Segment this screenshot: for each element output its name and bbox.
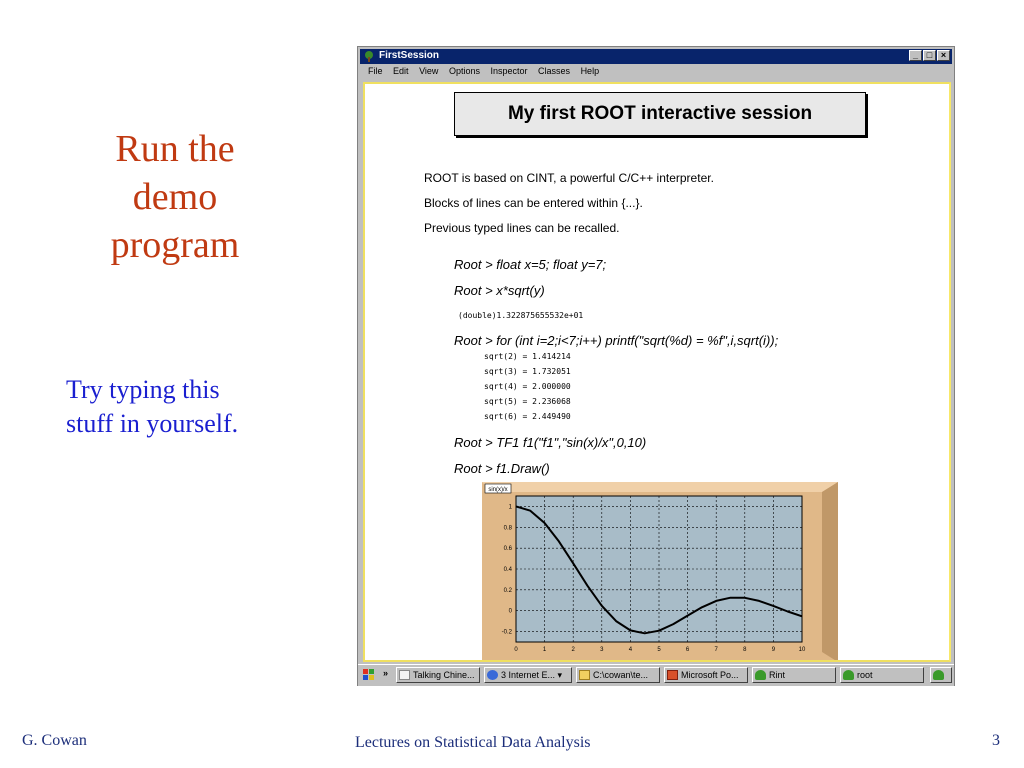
windows-logo-icon[interactable] (362, 668, 376, 682)
x-tick-label: 9 (771, 647, 776, 653)
taskbar-item-folder[interactable] (576, 667, 660, 683)
slide-title-line: demo (132, 176, 218, 218)
taskbar-item-label: Talking Chine... (413, 670, 475, 680)
y-tick-label: 0 (508, 608, 512, 615)
taskbar-item-label: C:\cowan\te... (593, 670, 649, 680)
taskbar-item-label: Microsoft Po... (681, 670, 739, 680)
y-tick-label: 1 (508, 504, 512, 511)
taskbar-item-rint[interactable] (752, 667, 836, 683)
root-tree-icon (755, 670, 766, 680)
maximize-button[interactable]: □ (923, 50, 936, 61)
command-line: Root > x*sqrt(y) (454, 283, 545, 298)
command-output: (double)1.322875655532e+01 (458, 311, 584, 320)
taskbar-item-root[interactable] (840, 667, 924, 683)
slide-title-line: program (110, 224, 240, 266)
plot-title: sin(x)/x (488, 487, 508, 493)
root-canvas[interactable] (363, 82, 951, 662)
x-tick-label: 7 (714, 647, 718, 653)
y-tick-label: 0.6 (503, 546, 512, 553)
plot-frame-bevel (822, 482, 838, 662)
menu-options[interactable]: Options (448, 66, 480, 76)
window-title: FirstSession (379, 50, 440, 61)
subtext-line: stuff in yourself. (66, 409, 239, 438)
command-output: sqrt(5) = 2.236068 (484, 397, 571, 406)
plot-frame-bevel (482, 482, 838, 492)
command-output: sqrt(3) = 1.732051 (484, 367, 571, 376)
quicklaunch-chevron-icon[interactable]: » (383, 668, 389, 678)
root-window (357, 46, 955, 686)
intro-line: Previous typed lines can be recalled. (424, 221, 620, 235)
command-line: Root > for (int i=2;i<7;i++) printf("sqrt(%d) = %f",i,sqrt(i)); (454, 333, 779, 348)
command-line: Root > f1.Draw() (454, 461, 550, 476)
intro-line: ROOT is based on CINT, a powerful C/C++ interpreter. (424, 171, 714, 185)
root-tree-icon (363, 51, 375, 62)
root-tree-icon (933, 670, 944, 680)
window-controls (908, 50, 950, 61)
powerpoint-icon (667, 670, 678, 680)
menu-view[interactable]: View (419, 66, 439, 76)
command-output: sqrt(6) = 2.449490 (484, 412, 571, 421)
minimize-button[interactable]: _ (909, 50, 922, 61)
taskbar-item-internet-explorer[interactable] (484, 667, 572, 683)
taskbar-item-label: Rint (769, 670, 786, 680)
command-line: Root > float x=5; float y=7; (454, 257, 607, 272)
x-tick-label: 10 (798, 647, 806, 653)
footer-author: G. Cowan (22, 732, 87, 749)
close-button[interactable]: × (937, 50, 950, 61)
footer-course: Lectures on Statistical Data Analysis (355, 734, 591, 751)
subtext-line: Try typing this (66, 375, 220, 404)
command-output: sqrt(4) = 2.000000 (484, 382, 571, 391)
intro-line: Blocks of lines can be entered within {...}. (424, 196, 643, 210)
menu-edit[interactable]: Edit (393, 66, 409, 76)
x-tick-label: 1 (542, 647, 547, 653)
x-tick-label: 4 (628, 647, 633, 653)
slide-subtext (66, 373, 326, 441)
document-icon (399, 670, 410, 680)
function-plot[interactable] (482, 482, 838, 662)
y-tick-label: 0.2 (503, 587, 512, 594)
window-titlebar[interactable] (360, 49, 952, 64)
x-tick-label: 6 (685, 647, 690, 653)
menu-bar (360, 66, 952, 80)
menu-inspector[interactable]: Inspector (490, 66, 528, 76)
page-number: 3 (992, 732, 1000, 749)
taskbar-item-powerpoint[interactable] (664, 667, 748, 683)
x-tick-label: 8 (743, 647, 747, 653)
menu-classes[interactable]: Classes (538, 66, 571, 76)
slide-title (80, 125, 270, 269)
taskbar (358, 664, 954, 686)
internet-explorer-icon (487, 670, 498, 680)
taskbar-item-overflow[interactable] (930, 667, 952, 683)
y-tick-label: 0.4 (503, 567, 512, 573)
taskbar-item-talking-chinese[interactable] (396, 667, 480, 683)
x-tick-label: 5 (657, 647, 661, 653)
folder-icon (579, 670, 590, 680)
taskbar-item-label: 3 Internet E... ▾ (501, 670, 563, 680)
x-tick-label: 2 (571, 647, 575, 653)
menu-file[interactable]: File (368, 66, 383, 76)
x-tick-label: 0 (514, 647, 518, 653)
menu-help[interactable]: Help (580, 66, 600, 76)
x-tick-label: 3 (600, 647, 604, 653)
command-line: Root > TF1 f1("f1","sin(x)/x",0,10) (454, 435, 647, 450)
command-output: sqrt(2) = 1.414214 (484, 352, 571, 361)
slide-title-line: Run the (115, 128, 235, 170)
y-tick-label: 0.8 (503, 525, 512, 532)
taskbar-item-label: root (857, 670, 873, 680)
canvas-heading: My first ROOT interactive session (454, 92, 866, 136)
y-tick-label: -0.2 (501, 629, 512, 636)
root-tree-icon (843, 670, 854, 680)
